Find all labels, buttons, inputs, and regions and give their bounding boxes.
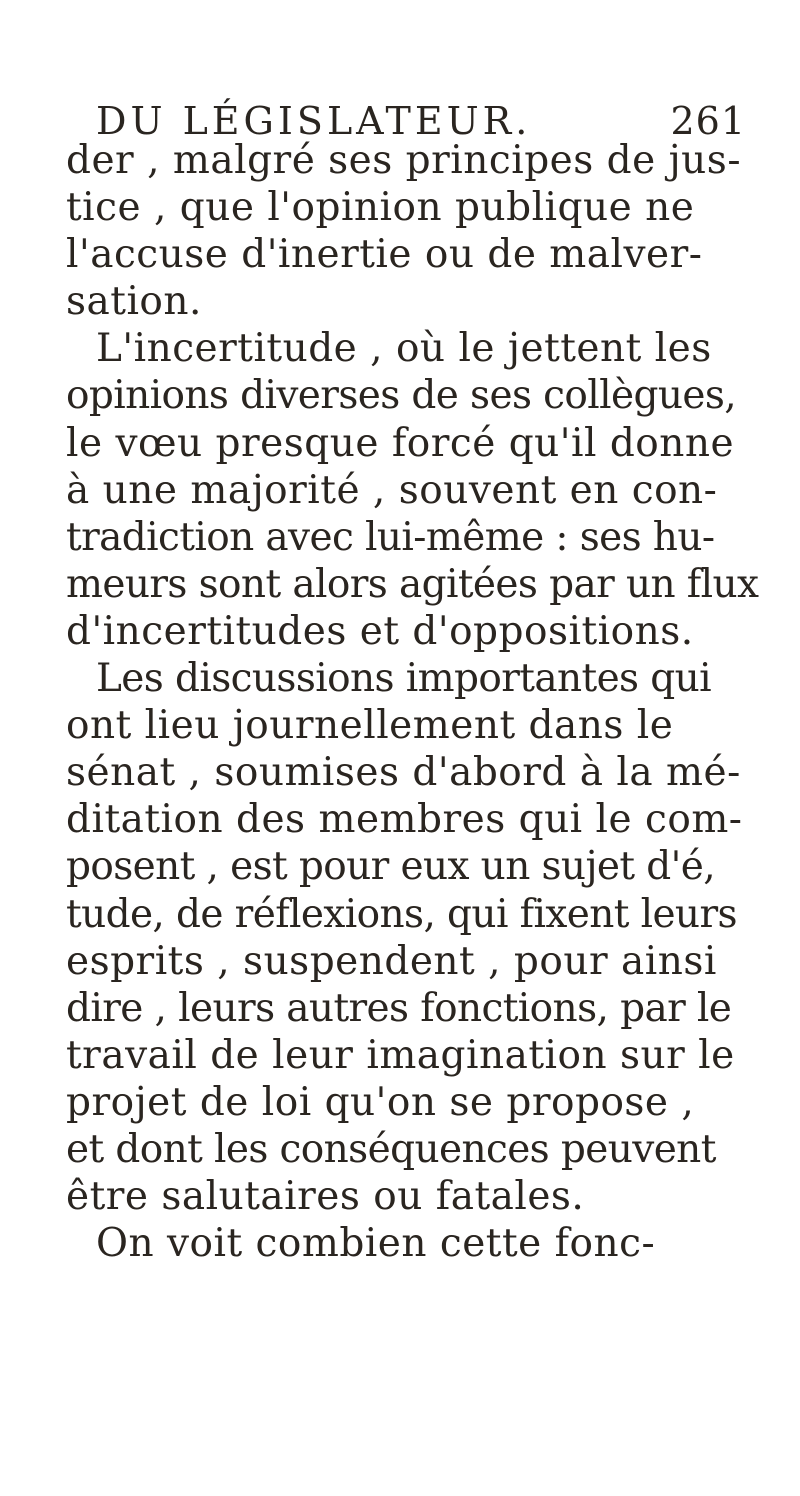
text-line: le vœu presque forcé qu'il donne [66, 420, 735, 466]
text-line: d'incertitudes et d'oppositions. [66, 608, 694, 654]
text-line: projet de loi qu'on se propose , [66, 1079, 695, 1125]
text-line: sénat , soumises d'abord à la mé- [66, 750, 741, 796]
text-line: ditation des membres qui le com- [66, 797, 743, 843]
text-line: tradiction avec lui-même : ses hu- [66, 514, 715, 560]
text-line: posent , est pour eux un sujet d'é, [66, 844, 716, 890]
body-text [66, 137, 759, 1267]
text-line: meurs sont alors agitées par un flux [66, 561, 759, 607]
page-number: 261 [670, 99, 746, 143]
running-title: DU LÉGISLATEUR. [96, 99, 532, 143]
text-line: L'incertitude , où le jettent les [96, 326, 712, 372]
text-line: dire , leurs autres fonctions, par le [66, 985, 732, 1031]
text-line: On voit combien cette fonc- [96, 1221, 656, 1267]
text-line: tice , que l'opinion publique ne [66, 185, 695, 231]
text-line: ont lieu journellement dans le [66, 703, 674, 749]
text-line: Les discussions importantes qui [96, 656, 712, 702]
text-line: der , malgré ses principes de jus- [66, 138, 741, 183]
text-line: esprits , suspendent , pour ainsi [66, 938, 717, 984]
text-line: l'accuse d'inertie ou de malver- [66, 232, 703, 278]
text-line: et dont les conséquences peuvent [66, 1126, 716, 1172]
text-line: à une majorité , souvent en con- [66, 467, 718, 513]
text-line: travail de leur imagination sur le [66, 1032, 735, 1078]
text-line: sation. [66, 279, 202, 325]
text-line: tude, de réflexions, qui fixent leurs [66, 891, 737, 937]
text-line: opinions diverses de ses collègues, [66, 373, 737, 419]
text-line: être salutaires ou fatales. [66, 1174, 585, 1220]
